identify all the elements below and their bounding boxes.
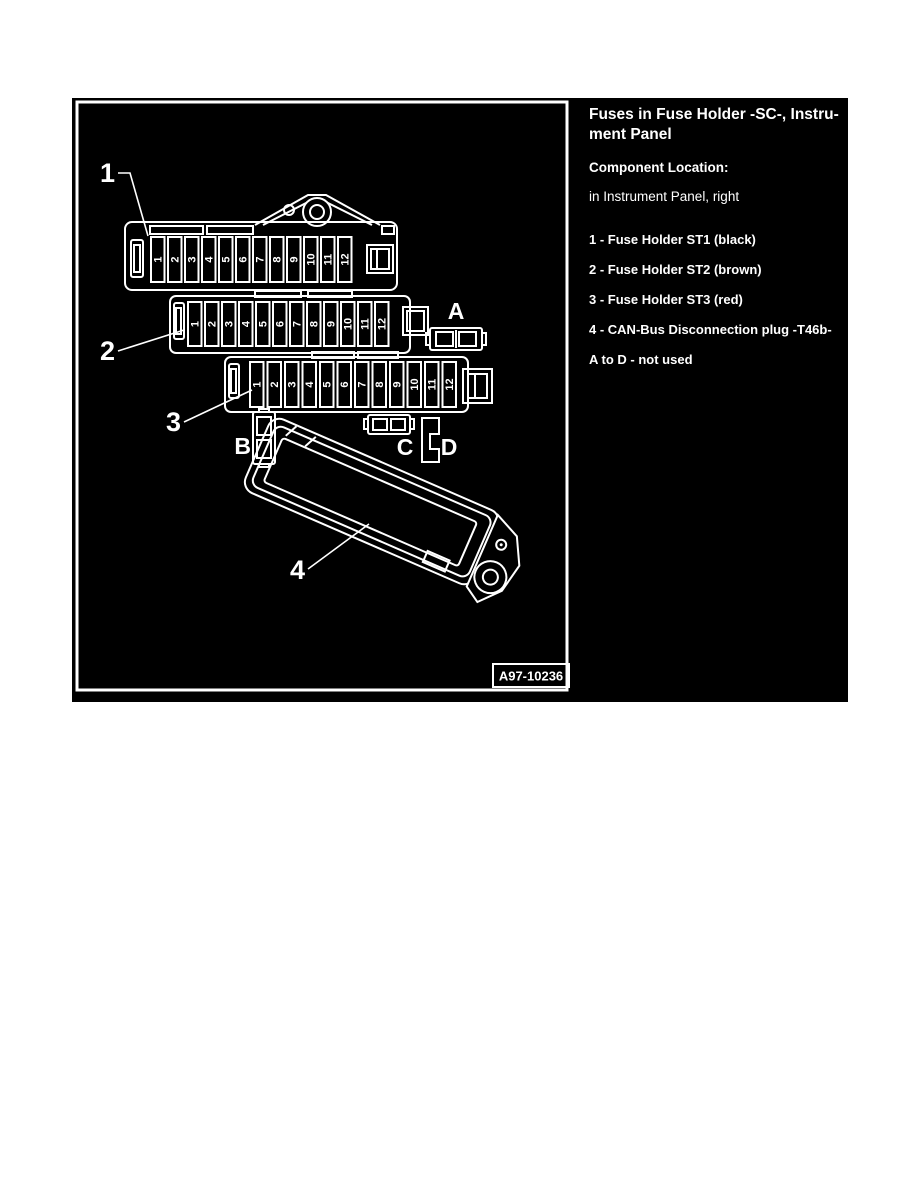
page-title-line1: Fuses in Fuse Holder -SC-, Instru- (589, 106, 839, 123)
fuse-slot-number: 10 (305, 253, 318, 266)
legend-item-2: 2 - Fuse Holder ST2 (brown) (589, 262, 762, 277)
fuse-strip-1 (125, 195, 397, 290)
strip1-lid-tab (382, 226, 394, 234)
fuse-slot-number: 12 (444, 378, 457, 391)
fuse-slot-number: 7 (254, 256, 267, 263)
strip3-slots (250, 362, 456, 407)
label-connector-a: A (447, 298, 465, 324)
fuse-slot-number: 4 (203, 256, 216, 263)
fuse-slot-number: 3 (286, 381, 299, 388)
figure-code: A97-10236 (498, 668, 564, 684)
fuse-slot-number: 9 (325, 320, 338, 328)
fuse-slot-number: 6 (237, 256, 250, 263)
connector-c-fuse (391, 419, 405, 430)
fuse-slot-number: 5 (220, 256, 233, 263)
strip1-slots (151, 237, 352, 282)
fuse-slot-number: 12 (339, 253, 352, 266)
page-title (589, 105, 848, 145)
strip2-latch-inner (176, 308, 181, 334)
fuse-slot-number: 8 (308, 320, 321, 328)
strip2-lid-tab (255, 291, 301, 297)
connector-a-fuse (459, 332, 476, 346)
fuse-slot-number: 1 (251, 381, 264, 388)
label-connector-d: D (440, 434, 458, 460)
fuse-slot-number: 5 (321, 381, 334, 388)
legend-item-1: 1 - Fuse Holder ST1 (black) (589, 232, 756, 247)
connector-b-tab (259, 409, 269, 412)
connector-b-tab (259, 464, 269, 467)
info-panel (589, 105, 848, 382)
fuse-strip-3 (225, 352, 492, 412)
fuse-slot-number: 6 (339, 381, 352, 388)
fuse-slot-number: 9 (391, 381, 404, 388)
component-location-label: Component Location: (589, 160, 729, 175)
fuse-strip-2 (170, 291, 428, 353)
fuse-slot-number: 10 (409, 378, 422, 391)
connector-a-tab (482, 333, 486, 345)
strip1-lid-tab (207, 226, 253, 234)
connector-c-body (368, 415, 410, 434)
fuse-slot-number: 7 (356, 381, 369, 388)
legend-item-a-to-d: A to D - not used (589, 352, 693, 367)
fuse-slot-number: 1 (189, 320, 202, 328)
leader-1 (118, 173, 148, 236)
fuse-slot-number: 11 (426, 378, 439, 391)
fuse-holder-diagram (72, 98, 572, 694)
legend-item-4: 4 - CAN-Bus Disconnection plug -T46b- (589, 322, 832, 337)
fuse-slot-number: 10 (342, 317, 355, 331)
label-connector-b: B (234, 433, 251, 459)
connector-c-fuse (373, 419, 387, 430)
strip1-lid-tab (150, 226, 203, 234)
content-panel (72, 98, 848, 702)
label-connector-c: C (396, 434, 414, 460)
strip3-lid-tab (358, 352, 398, 358)
connector-c-tab (410, 419, 414, 429)
legend-list (589, 232, 848, 367)
leader-2 (118, 330, 184, 351)
fuse-slot-number: 2 (269, 381, 282, 388)
fuse-slot-number: 11 (359, 318, 372, 330)
strip1-latch-inner (134, 245, 140, 272)
component-location-value: in Instrument Panel, right (589, 189, 740, 204)
strip3-lid-tab (312, 352, 354, 358)
strip2-slots (188, 302, 389, 346)
page-title-line2: ment Panel (589, 126, 672, 143)
can-bus-plug (237, 415, 535, 612)
callout-1: 1 (100, 158, 116, 188)
fuse-slot-number: 6 (274, 320, 287, 328)
bracket-d (422, 418, 439, 462)
callout-2: 2 (100, 336, 116, 366)
connector-c (364, 415, 414, 434)
fuse-slot-number: 8 (374, 381, 387, 388)
strip3-end-connector-inner (468, 374, 487, 398)
fuse-slot-number: 8 (271, 256, 284, 263)
leader-3 (184, 390, 252, 422)
strip2-lid-tab (308, 291, 352, 297)
strip1-end-connector-inner (371, 249, 389, 269)
fuse-slot-number: 4 (240, 320, 253, 328)
fuse-slot-number: 7 (291, 320, 304, 328)
legend-item-3: 3 - Fuse Holder ST3 (red) (589, 292, 743, 307)
fuse-slot-number: 3 (223, 320, 236, 328)
figure-code-box (493, 664, 569, 687)
fuse-slot-number: 11 (322, 253, 335, 266)
connector-a-fuse (436, 332, 453, 346)
fuse-slot-number: 12 (376, 317, 389, 331)
fuse-slot-number: 4 (304, 381, 317, 388)
fuse-slot-number: 2 (169, 256, 182, 263)
callout-3: 3 (166, 407, 182, 437)
connector-a (426, 328, 486, 350)
connector-c-tab (364, 419, 368, 429)
fuse-slot-number: 3 (186, 256, 199, 263)
fuse-slot-number: 9 (288, 256, 301, 263)
fuse-slot-number: 1 (152, 256, 165, 263)
fuse-slot-number: 5 (257, 320, 270, 328)
callout-4: 4 (290, 555, 306, 585)
fuse-slot-number: 2 (206, 320, 219, 328)
strip3-latch-inner (231, 369, 236, 393)
